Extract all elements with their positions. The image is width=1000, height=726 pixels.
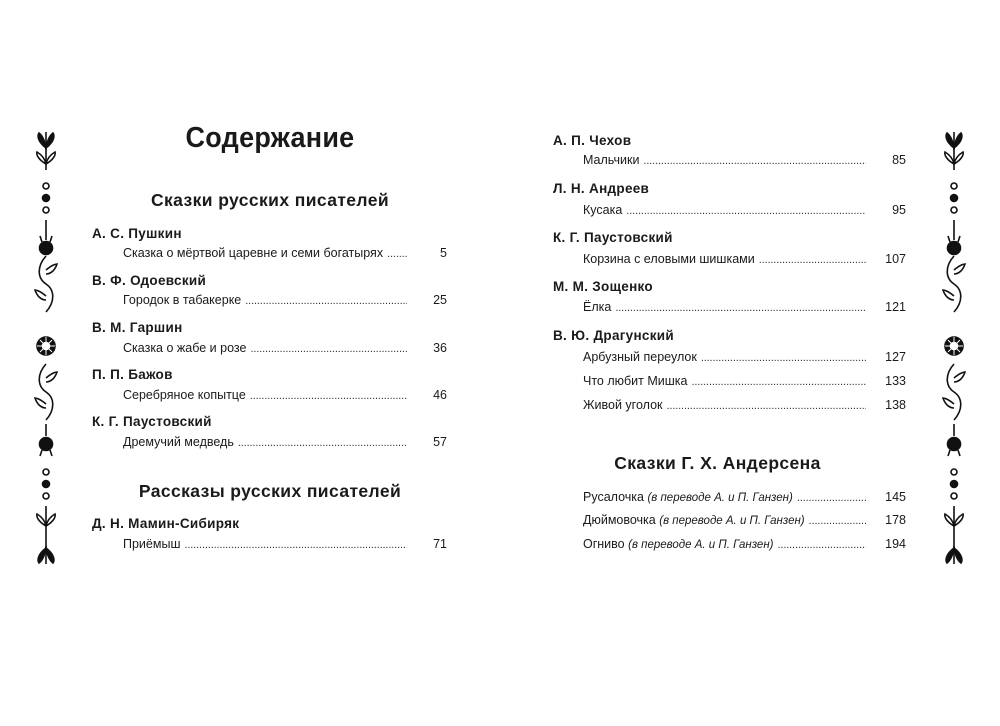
entry-title: Корзина с еловыми шишками [583,252,755,266]
entry-title: Городок в табакерке [123,293,242,307]
toc-entry[interactable] [123,388,447,404]
author: Л. Н. Андреев [553,181,650,196]
author: Д. Н. Мамин-Сибиряк [92,516,240,531]
entry-title: Серебряное копытце [123,388,246,402]
toc-entry[interactable] [123,246,447,262]
page-title: Содержание [185,122,355,154]
toc-entry[interactable] [583,350,906,366]
author: В. Ф. Одоевский [92,273,207,288]
toc-entry[interactable] [583,252,906,268]
entry-title: Живой уголок [583,398,663,412]
section-title-andersen: Сказки Г. Х. Андерсена [614,453,821,473]
entry-title: Сказка о мёртвой царевне и семи богатырях [123,246,384,260]
entry-title: Арбузный переулок [583,350,697,364]
entry-title: Ёлка [583,300,612,314]
page-number: 71 [433,537,447,551]
section-title-russian-stories: Рассказы русских писателей [138,481,402,501]
entry-title: Русалочка [583,490,644,504]
toc-entry[interactable] [583,398,906,414]
author: В. Ю. Драгунский [553,328,674,343]
page-number: 127 [885,350,906,364]
page-number: 36 [433,341,447,355]
translation-note: (в переводе А. и П. Ганзен) [647,492,793,504]
toc-entry[interactable] [123,537,447,553]
page-number: 133 [885,374,906,388]
toc-entry[interactable] [583,513,906,529]
entry-title: Дюймовочка [583,513,656,527]
entry-title: Что любит Мишка [583,374,688,388]
entry-title: Огниво [583,537,625,551]
author: В. М. Гаршин [92,320,183,335]
author: А. С. Пушкин [92,226,182,241]
right-floral-ornament [941,128,967,568]
toc-entry[interactable] [583,203,906,219]
author: А. П. Чехов [553,133,632,148]
toc-entry[interactable] [583,153,906,169]
page-number: 145 [885,490,906,504]
entry-title: Кусака [583,203,623,217]
author: К. Г. Паустовский [553,230,673,245]
toc-entry[interactable] [123,341,447,357]
author: К. Г. Паустовский [92,414,212,429]
page-number: 194 [885,537,906,551]
toc-entry[interactable] [583,374,906,390]
entry-title: Сказка о жабе и розе [123,341,247,355]
page-number: 107 [885,252,906,266]
toc-entry[interactable] [583,490,906,506]
translation-note: (в переводе А. и П. Ганзен) [628,539,774,551]
page-number: 178 [885,513,906,527]
toc-entry[interactable] [583,300,906,316]
page-number: 95 [892,203,906,217]
author: П. П. Бажов [92,367,173,382]
section-title-russian-tales: Сказки русских писателей [150,190,390,210]
entry-title: Мальчики [583,153,640,167]
page-number: 25 [433,293,447,307]
page-number: 5 [440,246,447,260]
entry-title: Дремучий медведь [123,435,234,449]
page-number: 57 [433,435,447,449]
page-number: 121 [885,300,906,314]
page-number: 138 [885,398,906,412]
page-number: 46 [433,388,447,402]
toc-entry[interactable] [583,537,906,553]
toc-entry[interactable] [123,435,447,451]
author: М. М. Зощенко [553,279,653,294]
translation-note: (в переводе А. и П. Ганзен) [659,515,805,527]
left-floral-ornament [33,128,59,568]
toc-entry[interactable] [123,293,447,309]
entry-title: Приёмыш [123,537,181,551]
page-number: 85 [892,153,906,167]
